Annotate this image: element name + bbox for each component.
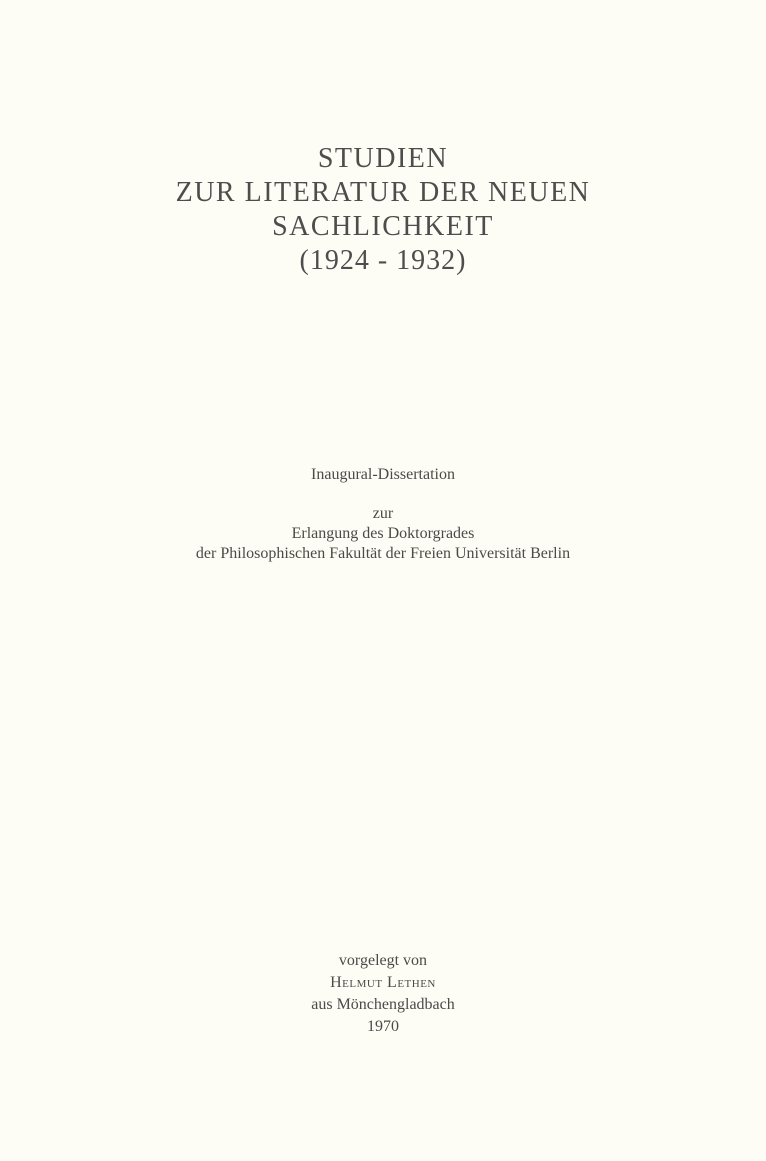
title-line-2: ZUR LITERATUR DER NEUEN xyxy=(175,177,591,208)
author-name: Helmut Lethen xyxy=(330,974,436,991)
author-origin: aus Mönchengladbach xyxy=(311,996,455,1013)
publication-year: 1970 xyxy=(367,1018,399,1035)
title-years: (1924 - 1932) xyxy=(299,245,467,276)
author-info xyxy=(0,950,766,1038)
presented-by: vorgelegt von xyxy=(338,952,428,969)
dissertation-purpose: Erlangung des Doktorgrades xyxy=(291,525,475,542)
dissertation-faculty: der Philosophischen Fakultät der Freien Universität Berlin xyxy=(195,545,571,562)
title-line-1: STUDIEN xyxy=(317,143,449,174)
dissertation-type: Inaugural-Dissertation xyxy=(311,466,455,483)
dissertation-statement xyxy=(0,465,766,564)
title-line-3: SACHLICHKEIT xyxy=(272,211,494,242)
book-title xyxy=(0,142,766,278)
dissertation-zur: zur xyxy=(372,505,394,522)
spacer xyxy=(0,485,766,504)
